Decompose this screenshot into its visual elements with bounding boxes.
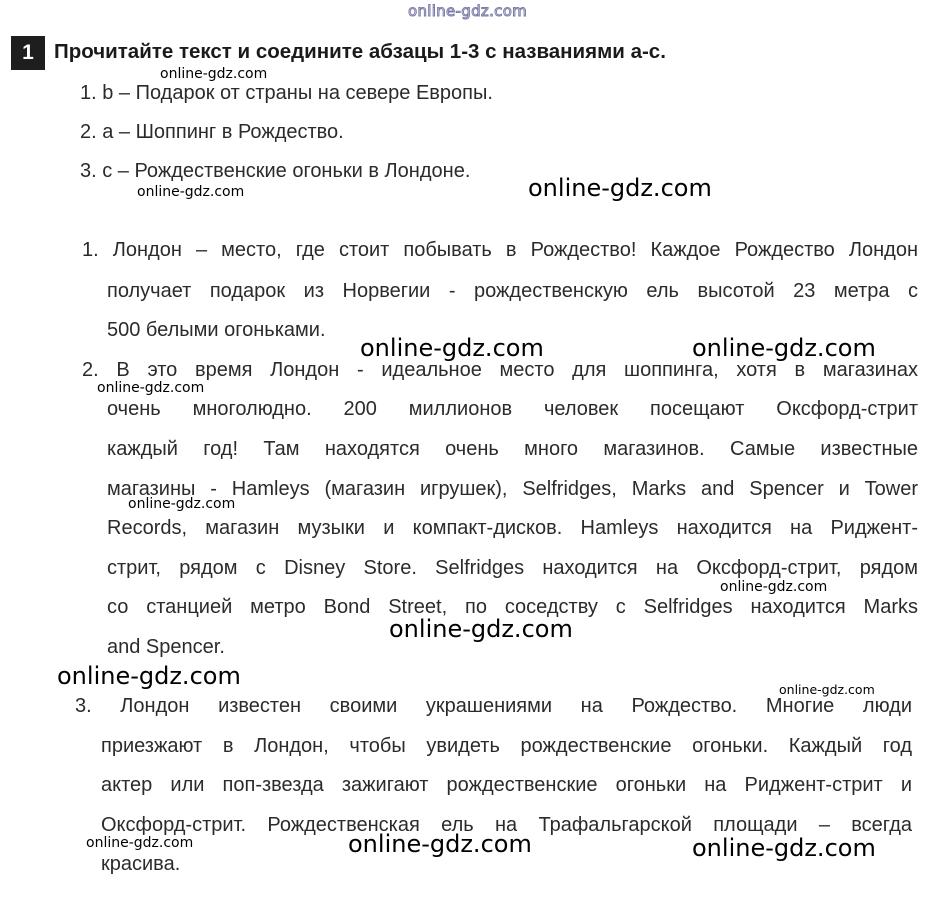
watermark: online-gdz.com xyxy=(348,830,532,858)
paragraph-2-line: 2. В это время Лондон - идеальное место для шоппинга, хотя в магазинах xyxy=(82,359,918,381)
paragraph-2-line: каждый год! Там находятся очень много магазинов. Самые известные xyxy=(107,438,918,460)
paragraph-2-line: очень многолюдно. 200 миллионов человек посещают Оксфорд-стрит xyxy=(107,398,918,420)
top-watermark: online-gdz.com xyxy=(408,2,528,20)
paragraph-2-line: and Spencer. xyxy=(107,636,225,658)
watermark: online-gdz.com xyxy=(779,682,875,697)
paragraph-3-line: Оксфорд-стрит. Рождественская ель на Трафальгарской площади – всегда xyxy=(101,814,912,836)
paragraph-3-line: 3. Лондон известен своими украшениями на Рождество. Многие люди xyxy=(75,695,912,717)
watermark: online-gdz.com xyxy=(360,334,544,362)
paragraph-3-line: приезжают в Лондон, чтобы увидеть рождественские огоньки. Каждый год xyxy=(101,735,912,757)
watermark: online-gdz.com xyxy=(160,66,268,82)
watermark: online-gdz.com xyxy=(97,380,205,396)
answer-line-1: 1. b – Подарок от страны на севере Европы. xyxy=(80,82,493,104)
paragraph-1-line: 500 белыми огоньками. xyxy=(107,319,326,341)
exercise-instruction: Прочитайте текст и соедините абзацы 1-3 с названиями a-c. xyxy=(54,40,666,63)
paragraph-2-line: магазины - Hamleys (магазин игрушек), Selfridges, Marks and Spencer и Tower xyxy=(107,478,918,500)
watermark: online-gdz.com xyxy=(86,835,194,851)
watermark: online-gdz.com xyxy=(389,615,573,643)
watermark: online-gdz.com xyxy=(528,174,712,202)
paragraph-2-line: стрит, рядом с Disney Store. Selfridges находится на Оксфорд-стрит, рядом xyxy=(107,557,918,579)
answer-line-3: 3. c – Рождественские огоньки в Лондоне. xyxy=(80,160,471,182)
watermark: online-gdz.com xyxy=(692,334,876,362)
watermark: online-gdz.com xyxy=(137,184,245,200)
exercise-number-badge: 1 xyxy=(11,36,45,70)
watermark: online-gdz.com xyxy=(57,662,241,690)
watermark: online-gdz.com xyxy=(720,579,828,595)
watermark: online-gdz.com xyxy=(128,496,236,512)
paragraph-1-line: 1. Лондон – место, где стоит побывать в Рождество! Каждое Рождество Лондон xyxy=(82,239,918,261)
paragraph-3-line: актер или поп-звезда зажигают рождественские огоньки на Риджент-стрит и xyxy=(101,774,912,796)
paragraph-2-line: Records, магазин музыки и компакт-дисков. Hamleys находится на Риджент- xyxy=(107,517,918,539)
paragraph-2-line: со станцией метро Bond Street, по соседству с Selfridges находится Marks xyxy=(107,596,918,618)
paragraph-1-line: получает подарок из Норвегии - рождественскую ель высотой 23 метра с xyxy=(107,280,918,302)
answer-line-2: 2. a – Шоппинг в Рождество. xyxy=(80,121,344,143)
watermark: online-gdz.com xyxy=(692,834,876,862)
paragraph-3-line: красива. xyxy=(101,853,181,875)
